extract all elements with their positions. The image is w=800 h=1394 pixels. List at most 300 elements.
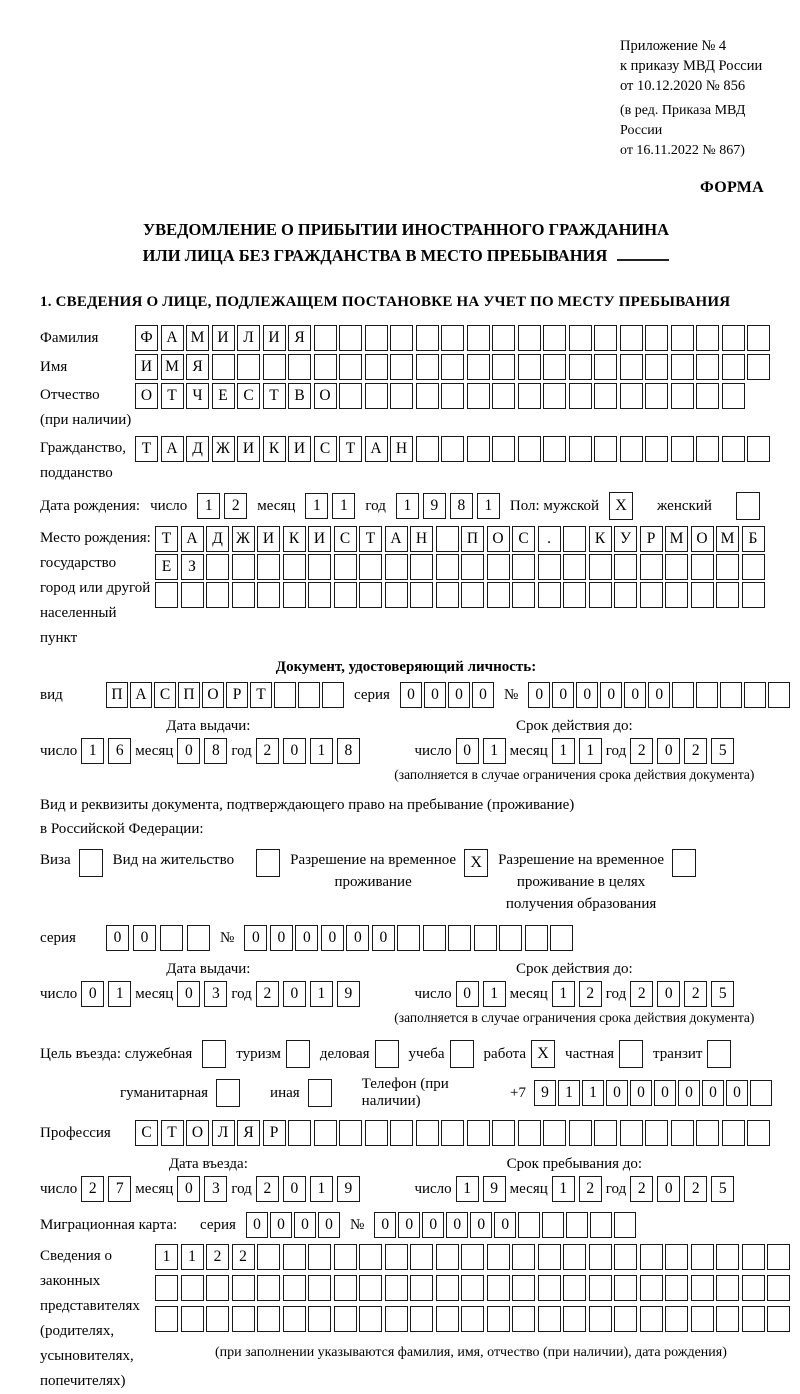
char-box[interactable] bbox=[436, 554, 459, 580]
char-box[interactable] bbox=[691, 1275, 714, 1301]
char-box[interactable] bbox=[742, 582, 765, 608]
char-box[interactable]: 0 bbox=[177, 738, 200, 764]
char-box[interactable] bbox=[747, 1120, 770, 1146]
char-box[interactable]: И bbox=[288, 436, 311, 462]
char-box[interactable] bbox=[359, 1244, 382, 1270]
char-box[interactable] bbox=[563, 1244, 586, 1270]
char-box[interactable] bbox=[742, 1244, 765, 1270]
char-box[interactable]: 0 bbox=[133, 925, 156, 951]
char-box[interactable] bbox=[461, 1244, 484, 1270]
char-box[interactable] bbox=[722, 436, 745, 462]
char-box[interactable]: 2 bbox=[579, 981, 602, 1007]
char-box[interactable] bbox=[691, 1306, 714, 1332]
char-box[interactable]: 0 bbox=[470, 1212, 492, 1238]
char-box[interactable] bbox=[742, 1306, 765, 1332]
char-box[interactable]: 9 bbox=[483, 1176, 506, 1202]
char-box[interactable] bbox=[512, 1275, 535, 1301]
char-box[interactable]: 0 bbox=[374, 1212, 396, 1238]
char-box[interactable]: 1 bbox=[558, 1080, 580, 1106]
char-box[interactable]: Е bbox=[155, 554, 178, 580]
char-box[interactable] bbox=[339, 354, 362, 380]
char-box[interactable]: И bbox=[212, 325, 235, 351]
char-box[interactable] bbox=[416, 1120, 439, 1146]
char-box[interactable] bbox=[512, 1306, 535, 1332]
char-box[interactable] bbox=[691, 582, 714, 608]
char-box[interactable] bbox=[436, 582, 459, 608]
char-box[interactable] bbox=[334, 1275, 357, 1301]
char-box[interactable] bbox=[569, 1120, 592, 1146]
char-box[interactable]: 1 bbox=[197, 493, 220, 519]
char-box[interactable] bbox=[563, 582, 586, 608]
char-box[interactable]: 1 bbox=[310, 981, 333, 1007]
purpose-humanitarian-checkbox[interactable] bbox=[216, 1079, 240, 1107]
char-box[interactable]: 0 bbox=[446, 1212, 468, 1238]
char-box[interactable]: 2 bbox=[630, 981, 653, 1007]
char-box[interactable] bbox=[232, 1306, 255, 1332]
char-box[interactable]: 2 bbox=[684, 1176, 707, 1202]
char-box[interactable] bbox=[722, 383, 745, 409]
char-box[interactable] bbox=[589, 554, 612, 580]
char-box[interactable]: 0 bbox=[424, 682, 446, 708]
char-box[interactable]: 0 bbox=[295, 925, 318, 951]
char-box[interactable]: 0 bbox=[283, 1176, 306, 1202]
char-box[interactable] bbox=[614, 554, 637, 580]
char-box[interactable] bbox=[716, 582, 739, 608]
char-box[interactable] bbox=[543, 354, 566, 380]
char-box[interactable]: 0 bbox=[456, 981, 479, 1007]
purpose-work-checkbox[interactable]: X bbox=[531, 1040, 555, 1068]
char-box[interactable]: О bbox=[202, 682, 224, 708]
char-box[interactable]: 0 bbox=[448, 682, 470, 708]
char-box[interactable] bbox=[410, 1275, 433, 1301]
char-box[interactable] bbox=[308, 554, 331, 580]
char-box[interactable]: 2 bbox=[630, 1176, 653, 1202]
female-checkbox[interactable] bbox=[736, 492, 760, 520]
char-box[interactable] bbox=[742, 1275, 765, 1301]
char-box[interactable] bbox=[563, 554, 586, 580]
char-box[interactable] bbox=[589, 1306, 612, 1332]
char-box[interactable]: И bbox=[135, 354, 158, 380]
char-box[interactable]: 0 bbox=[270, 925, 293, 951]
char-box[interactable] bbox=[563, 1275, 586, 1301]
char-box[interactable]: Т bbox=[250, 682, 272, 708]
char-box[interactable]: 0 bbox=[600, 682, 622, 708]
char-box[interactable] bbox=[487, 1275, 510, 1301]
char-box[interactable] bbox=[747, 325, 770, 351]
char-box[interactable] bbox=[518, 325, 541, 351]
char-box[interactable] bbox=[206, 582, 229, 608]
char-box[interactable] bbox=[594, 354, 617, 380]
char-box[interactable] bbox=[614, 1244, 637, 1270]
char-box[interactable]: 2 bbox=[224, 493, 247, 519]
char-box[interactable] bbox=[538, 582, 561, 608]
char-box[interactable] bbox=[441, 1120, 464, 1146]
char-box[interactable] bbox=[237, 354, 260, 380]
char-box[interactable]: Т bbox=[135, 436, 158, 462]
char-box[interactable]: А bbox=[365, 436, 388, 462]
char-box[interactable]: 1 bbox=[310, 738, 333, 764]
char-box[interactable] bbox=[339, 1120, 362, 1146]
char-box[interactable]: 0 bbox=[177, 1176, 200, 1202]
char-box[interactable]: И bbox=[257, 526, 280, 552]
char-box[interactable]: 0 bbox=[657, 981, 680, 1007]
char-box[interactable] bbox=[492, 354, 515, 380]
char-box[interactable] bbox=[385, 582, 408, 608]
char-box[interactable]: 1 bbox=[483, 738, 506, 764]
char-box[interactable] bbox=[232, 1275, 255, 1301]
char-box[interactable] bbox=[155, 582, 178, 608]
char-box[interactable] bbox=[543, 325, 566, 351]
char-box[interactable]: А bbox=[385, 526, 408, 552]
temp-residence-edu-checkbox[interactable] bbox=[672, 849, 696, 877]
char-box[interactable]: А bbox=[130, 682, 152, 708]
purpose-tourism-checkbox[interactable] bbox=[286, 1040, 310, 1068]
char-box[interactable]: 1 bbox=[108, 981, 131, 1007]
char-box[interactable] bbox=[716, 554, 739, 580]
char-box[interactable]: 0 bbox=[654, 1080, 676, 1106]
char-box[interactable] bbox=[671, 354, 694, 380]
char-box[interactable]: Я bbox=[237, 1120, 260, 1146]
char-box[interactable] bbox=[274, 682, 296, 708]
char-box[interactable] bbox=[283, 1244, 306, 1270]
char-box[interactable] bbox=[257, 1275, 280, 1301]
char-box[interactable]: К bbox=[263, 436, 286, 462]
char-box[interactable]: 0 bbox=[246, 1212, 268, 1238]
char-box[interactable] bbox=[614, 1275, 637, 1301]
char-box[interactable] bbox=[339, 325, 362, 351]
char-box[interactable] bbox=[467, 325, 490, 351]
char-box[interactable]: 0 bbox=[576, 682, 598, 708]
char-box[interactable] bbox=[696, 354, 719, 380]
char-box[interactable] bbox=[298, 682, 320, 708]
char-box[interactable] bbox=[308, 1244, 331, 1270]
char-box[interactable] bbox=[620, 383, 643, 409]
char-box[interactable]: Т bbox=[161, 1120, 184, 1146]
char-box[interactable] bbox=[722, 354, 745, 380]
char-box[interactable]: 0 bbox=[657, 738, 680, 764]
char-box[interactable] bbox=[365, 325, 388, 351]
char-box[interactable] bbox=[645, 325, 668, 351]
char-box[interactable]: 0 bbox=[528, 682, 550, 708]
char-box[interactable]: З bbox=[181, 554, 204, 580]
char-box[interactable]: Р bbox=[226, 682, 248, 708]
char-box[interactable] bbox=[206, 554, 229, 580]
char-box[interactable] bbox=[322, 682, 344, 708]
char-box[interactable] bbox=[467, 383, 490, 409]
char-box[interactable]: Р bbox=[263, 1120, 286, 1146]
char-box[interactable]: Ж bbox=[232, 526, 255, 552]
char-box[interactable]: 1 bbox=[396, 493, 419, 519]
char-box[interactable] bbox=[467, 1120, 490, 1146]
char-box[interactable] bbox=[620, 436, 643, 462]
char-box[interactable] bbox=[334, 554, 357, 580]
char-box[interactable] bbox=[181, 1306, 204, 1332]
char-box[interactable] bbox=[232, 554, 255, 580]
temp-residence-checkbox[interactable]: X bbox=[464, 849, 488, 877]
char-box[interactable]: Б bbox=[742, 526, 765, 552]
char-box[interactable] bbox=[594, 383, 617, 409]
char-box[interactable]: Я bbox=[288, 325, 311, 351]
char-box[interactable]: Д bbox=[186, 436, 209, 462]
char-box[interactable]: 0 bbox=[552, 682, 574, 708]
char-box[interactable] bbox=[206, 1306, 229, 1332]
char-box[interactable] bbox=[563, 1306, 586, 1332]
char-box[interactable] bbox=[518, 436, 541, 462]
char-box[interactable] bbox=[512, 554, 535, 580]
char-box[interactable]: Т bbox=[161, 383, 184, 409]
char-box[interactable] bbox=[390, 383, 413, 409]
char-box[interactable]: 0 bbox=[648, 682, 670, 708]
char-box[interactable] bbox=[747, 436, 770, 462]
char-box[interactable]: 0 bbox=[657, 1176, 680, 1202]
char-box[interactable] bbox=[436, 1306, 459, 1332]
char-box[interactable]: С bbox=[334, 526, 357, 552]
char-box[interactable]: П bbox=[461, 526, 484, 552]
char-box[interactable] bbox=[566, 1212, 588, 1238]
char-box[interactable] bbox=[160, 925, 183, 951]
char-box[interactable]: 2 bbox=[579, 1176, 602, 1202]
char-box[interactable]: О bbox=[691, 526, 714, 552]
char-box[interactable]: Д bbox=[206, 526, 229, 552]
char-box[interactable] bbox=[589, 1244, 612, 1270]
purpose-business-checkbox[interactable] bbox=[375, 1040, 399, 1068]
char-box[interactable] bbox=[518, 383, 541, 409]
char-box[interactable]: М bbox=[186, 325, 209, 351]
char-box[interactable]: П bbox=[106, 682, 128, 708]
char-box[interactable] bbox=[385, 1306, 408, 1332]
char-box[interactable]: 0 bbox=[702, 1080, 724, 1106]
char-box[interactable] bbox=[645, 383, 668, 409]
char-box[interactable]: 2 bbox=[684, 981, 707, 1007]
char-box[interactable] bbox=[594, 1120, 617, 1146]
char-box[interactable] bbox=[640, 554, 663, 580]
char-box[interactable] bbox=[691, 1244, 714, 1270]
char-box[interactable] bbox=[390, 325, 413, 351]
char-box[interactable] bbox=[423, 925, 446, 951]
char-box[interactable]: М bbox=[161, 354, 184, 380]
char-box[interactable]: 1 bbox=[552, 1176, 575, 1202]
char-box[interactable]: С bbox=[512, 526, 535, 552]
char-box[interactable] bbox=[538, 1306, 561, 1332]
char-box[interactable] bbox=[665, 1306, 688, 1332]
char-box[interactable] bbox=[212, 354, 235, 380]
char-box[interactable] bbox=[232, 582, 255, 608]
char-box[interactable] bbox=[314, 1120, 337, 1146]
char-box[interactable]: 9 bbox=[337, 981, 360, 1007]
char-box[interactable] bbox=[569, 383, 592, 409]
char-box[interactable] bbox=[257, 1306, 280, 1332]
char-box[interactable]: 1 bbox=[483, 981, 506, 1007]
char-box[interactable] bbox=[441, 325, 464, 351]
char-box[interactable] bbox=[665, 1275, 688, 1301]
char-box[interactable] bbox=[538, 554, 561, 580]
char-box[interactable]: 1 bbox=[579, 738, 602, 764]
char-box[interactable] bbox=[518, 1212, 540, 1238]
char-box[interactable] bbox=[589, 582, 612, 608]
purpose-official-checkbox[interactable] bbox=[202, 1040, 226, 1068]
char-box[interactable]: 6 bbox=[108, 738, 131, 764]
char-box[interactable]: 1 bbox=[305, 493, 328, 519]
char-box[interactable]: 0 bbox=[624, 682, 646, 708]
char-box[interactable] bbox=[416, 436, 439, 462]
char-box[interactable]: О bbox=[186, 1120, 209, 1146]
residence-permit-checkbox[interactable] bbox=[256, 849, 280, 877]
char-box[interactable] bbox=[512, 582, 535, 608]
char-box[interactable]: А bbox=[161, 436, 184, 462]
char-box[interactable]: Р bbox=[640, 526, 663, 552]
char-box[interactable]: . bbox=[538, 526, 561, 552]
char-box[interactable] bbox=[492, 1120, 515, 1146]
char-box[interactable] bbox=[334, 1306, 357, 1332]
char-box[interactable] bbox=[665, 1244, 688, 1270]
char-box[interactable]: 2 bbox=[256, 1176, 279, 1202]
char-box[interactable]: С bbox=[314, 436, 337, 462]
char-box[interactable] bbox=[283, 1275, 306, 1301]
char-box[interactable] bbox=[589, 1275, 612, 1301]
char-box[interactable] bbox=[744, 682, 766, 708]
char-box[interactable] bbox=[487, 1306, 510, 1332]
char-box[interactable] bbox=[492, 436, 515, 462]
char-box[interactable] bbox=[716, 1275, 739, 1301]
char-box[interactable] bbox=[288, 1120, 311, 1146]
char-box[interactable] bbox=[543, 383, 566, 409]
char-box[interactable] bbox=[263, 354, 286, 380]
char-box[interactable] bbox=[569, 325, 592, 351]
char-box[interactable] bbox=[461, 1306, 484, 1332]
char-box[interactable]: 0 bbox=[678, 1080, 700, 1106]
char-box[interactable] bbox=[569, 354, 592, 380]
char-box[interactable] bbox=[314, 354, 337, 380]
char-box[interactable] bbox=[671, 1120, 694, 1146]
char-box[interactable]: И bbox=[308, 526, 331, 552]
char-box[interactable] bbox=[716, 1244, 739, 1270]
char-box[interactable] bbox=[410, 1306, 433, 1332]
purpose-study-checkbox[interactable] bbox=[450, 1040, 474, 1068]
char-box[interactable] bbox=[671, 325, 694, 351]
char-box[interactable]: Н bbox=[390, 436, 413, 462]
char-box[interactable] bbox=[543, 436, 566, 462]
char-box[interactable]: 0 bbox=[318, 1212, 340, 1238]
char-box[interactable] bbox=[640, 1275, 663, 1301]
char-box[interactable]: 2 bbox=[232, 1244, 255, 1270]
char-box[interactable]: 9 bbox=[337, 1176, 360, 1202]
char-box[interactable]: 7 bbox=[108, 1176, 131, 1202]
char-box[interactable] bbox=[359, 554, 382, 580]
char-box[interactable] bbox=[645, 354, 668, 380]
char-box[interactable]: Т bbox=[359, 526, 382, 552]
char-box[interactable]: 0 bbox=[346, 925, 369, 951]
char-box[interactable]: 2 bbox=[630, 738, 653, 764]
char-box[interactable] bbox=[448, 925, 471, 951]
char-box[interactable] bbox=[716, 1306, 739, 1332]
char-box[interactable] bbox=[441, 436, 464, 462]
char-box[interactable]: 0 bbox=[81, 981, 104, 1007]
char-box[interactable] bbox=[767, 1306, 790, 1332]
char-box[interactable]: 1 bbox=[552, 981, 575, 1007]
char-box[interactable]: 9 bbox=[534, 1080, 556, 1106]
char-box[interactable] bbox=[696, 1120, 719, 1146]
char-box[interactable]: 1 bbox=[310, 1176, 333, 1202]
char-box[interactable] bbox=[620, 354, 643, 380]
char-box[interactable] bbox=[181, 582, 204, 608]
char-box[interactable]: 0 bbox=[400, 682, 422, 708]
char-box[interactable]: 0 bbox=[472, 682, 494, 708]
char-box[interactable] bbox=[614, 1212, 636, 1238]
char-box[interactable]: Т bbox=[155, 526, 178, 552]
char-box[interactable] bbox=[467, 354, 490, 380]
char-box[interactable] bbox=[696, 383, 719, 409]
char-box[interactable] bbox=[359, 1306, 382, 1332]
char-box[interactable] bbox=[390, 1120, 413, 1146]
char-box[interactable] bbox=[691, 554, 714, 580]
char-box[interactable] bbox=[590, 1212, 612, 1238]
char-box[interactable]: Т bbox=[263, 383, 286, 409]
char-box[interactable] bbox=[671, 383, 694, 409]
char-box[interactable] bbox=[542, 1212, 564, 1238]
char-box[interactable]: 5 bbox=[711, 738, 734, 764]
char-box[interactable]: 0 bbox=[283, 738, 306, 764]
char-box[interactable] bbox=[722, 1120, 745, 1146]
char-box[interactable]: О bbox=[314, 383, 337, 409]
char-box[interactable] bbox=[461, 1275, 484, 1301]
char-box[interactable] bbox=[436, 526, 459, 552]
char-box[interactable]: 1 bbox=[582, 1080, 604, 1106]
char-box[interactable] bbox=[767, 1275, 790, 1301]
char-box[interactable] bbox=[257, 582, 280, 608]
char-box[interactable]: 1 bbox=[81, 738, 104, 764]
char-box[interactable] bbox=[461, 582, 484, 608]
char-box[interactable] bbox=[518, 354, 541, 380]
char-box[interactable] bbox=[640, 1244, 663, 1270]
char-box[interactable] bbox=[525, 925, 548, 951]
char-box[interactable]: 0 bbox=[244, 925, 267, 951]
char-box[interactable] bbox=[594, 436, 617, 462]
char-box[interactable]: 1 bbox=[456, 1176, 479, 1202]
char-box[interactable] bbox=[742, 554, 765, 580]
char-box[interactable] bbox=[614, 1306, 637, 1332]
char-box[interactable] bbox=[334, 582, 357, 608]
char-box[interactable]: К bbox=[589, 526, 612, 552]
char-box[interactable]: Е bbox=[212, 383, 235, 409]
char-box[interactable]: 0 bbox=[372, 925, 395, 951]
char-box[interactable]: 0 bbox=[106, 925, 129, 951]
char-box[interactable]: 3 bbox=[204, 981, 227, 1007]
char-box[interactable] bbox=[416, 383, 439, 409]
char-box[interactable]: 0 bbox=[398, 1212, 420, 1238]
char-box[interactable]: М bbox=[665, 526, 688, 552]
char-box[interactable]: О bbox=[487, 526, 510, 552]
char-box[interactable] bbox=[696, 436, 719, 462]
char-box[interactable] bbox=[397, 925, 420, 951]
char-box[interactable] bbox=[283, 582, 306, 608]
char-box[interactable] bbox=[436, 1244, 459, 1270]
char-box[interactable] bbox=[720, 682, 742, 708]
char-box[interactable]: 0 bbox=[294, 1212, 316, 1238]
char-box[interactable] bbox=[672, 682, 694, 708]
char-box[interactable]: 5 bbox=[711, 981, 734, 1007]
char-box[interactable] bbox=[487, 554, 510, 580]
char-box[interactable] bbox=[474, 925, 497, 951]
char-box[interactable]: 9 bbox=[423, 493, 446, 519]
char-box[interactable]: У bbox=[614, 526, 637, 552]
char-box[interactable] bbox=[543, 1120, 566, 1146]
char-box[interactable]: 2 bbox=[256, 738, 279, 764]
char-box[interactable]: 8 bbox=[450, 493, 473, 519]
char-box[interactable] bbox=[416, 325, 439, 351]
char-box[interactable] bbox=[538, 1275, 561, 1301]
char-box[interactable]: 0 bbox=[606, 1080, 628, 1106]
char-box[interactable] bbox=[569, 436, 592, 462]
